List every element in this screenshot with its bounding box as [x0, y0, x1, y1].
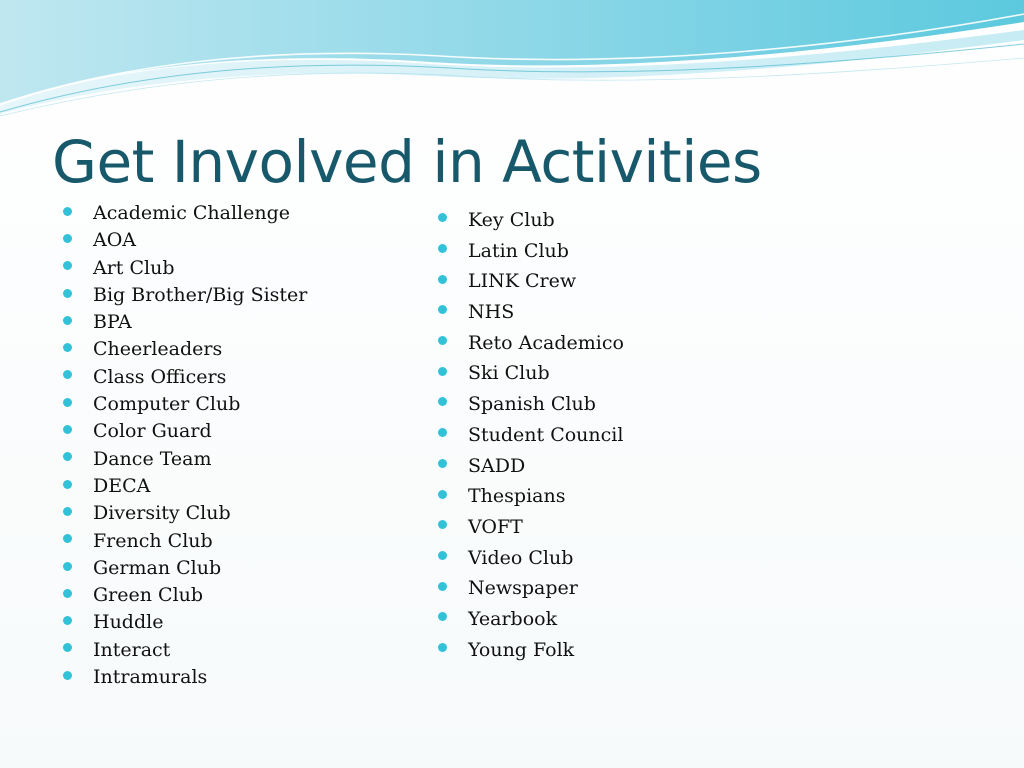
list-item-label: French Club	[93, 529, 213, 552]
list-item	[438, 512, 624, 543]
list-item	[63, 528, 307, 555]
list-item-label: BPA	[93, 311, 132, 334]
list-item-label: Interact	[93, 638, 171, 661]
bullet-icon	[438, 612, 447, 621]
list-item-label: SADD	[468, 454, 526, 477]
list-item	[63, 446, 307, 473]
list-item	[438, 266, 624, 297]
list-item	[63, 664, 307, 691]
list-item	[63, 364, 307, 391]
list-item	[63, 418, 307, 445]
bullet-icon	[63, 480, 72, 489]
bullet-icon	[63, 671, 72, 680]
list-item	[63, 555, 307, 582]
bullet-icon	[63, 261, 72, 270]
bullet-icon	[63, 289, 72, 298]
bullet-icon	[63, 316, 72, 325]
list-item	[438, 328, 624, 359]
bullet-icon	[438, 275, 447, 284]
list-item-label: Diversity Club	[93, 502, 231, 525]
list-item-label: Big Brother/Big Sister	[93, 283, 308, 306]
bullet-icon	[438, 520, 447, 529]
list-item-label: Intramurals	[93, 666, 208, 689]
bullet-icon	[63, 643, 72, 652]
bullet-icon	[438, 336, 447, 345]
list-item-label: Academic Challenge	[93, 202, 291, 224]
list-item	[63, 582, 307, 609]
list-item-label: NHS	[468, 301, 515, 324]
list-item	[438, 297, 624, 328]
list-item-label: Color Guard	[93, 420, 212, 443]
bullet-icon	[63, 425, 72, 434]
list-item-label: Student Council	[468, 423, 624, 446]
list-item-label: Newspaper	[468, 577, 578, 600]
bullet-icon	[438, 551, 447, 560]
list-item	[438, 236, 624, 267]
bullet-icon	[63, 562, 72, 571]
bullet-icon	[63, 589, 72, 598]
list-item-label: Huddle	[93, 611, 164, 634]
bullet-icon	[438, 582, 447, 591]
activities-list-left	[63, 200, 307, 691]
list-item	[63, 391, 307, 418]
list-item-label: Thespians	[468, 485, 566, 508]
list-item-label: German Club	[93, 556, 222, 579]
bullet-icon	[63, 234, 72, 243]
list-item-label: Key Club	[468, 209, 555, 231]
list-item	[63, 637, 307, 664]
list-item-label: Dance Team	[93, 447, 212, 470]
bullet-icon	[63, 398, 72, 407]
list-item	[438, 451, 624, 482]
list-item-label: Art Club	[93, 256, 175, 279]
list-item	[438, 635, 624, 666]
bullet-icon	[438, 397, 447, 406]
list-item-label: VOFT	[468, 515, 523, 538]
list-item	[63, 336, 307, 363]
bullet-icon	[438, 367, 447, 376]
bullet-icon	[63, 507, 72, 516]
list-item	[63, 255, 307, 282]
list-item	[438, 389, 624, 420]
list-item	[438, 420, 624, 451]
wave-header-decoration	[0, 0, 1024, 120]
bullet-icon	[63, 534, 72, 543]
page-title: Get Involved in Activities	[52, 128, 762, 196]
bullet-icon	[63, 616, 72, 625]
activities-list-right	[438, 205, 624, 665]
bullet-icon	[63, 207, 72, 216]
bullet-icon	[438, 643, 447, 652]
list-item-label: AOA	[93, 229, 137, 252]
list-item	[63, 500, 307, 527]
bullet-icon	[438, 490, 447, 499]
list-item	[438, 205, 624, 236]
list-item	[438, 604, 624, 635]
bullet-icon	[438, 305, 447, 314]
list-item-label: DECA	[93, 474, 151, 497]
list-item	[438, 573, 624, 604]
bullet-icon	[438, 213, 447, 222]
bullet-icon	[63, 343, 72, 352]
bullet-icon	[63, 370, 72, 379]
bullet-icon	[438, 244, 447, 253]
list-item	[63, 227, 307, 254]
list-item-label: Class Officers	[93, 365, 227, 388]
list-item-label: Spanish Club	[468, 393, 596, 416]
list-item	[438, 543, 624, 574]
list-item-label: Reto Academico	[468, 331, 624, 354]
list-item-label: Yearbook	[468, 607, 558, 630]
list-item-label: Cheerleaders	[93, 338, 223, 361]
list-item-label: Ski Club	[468, 362, 550, 385]
list-item	[63, 200, 307, 227]
bullet-icon	[438, 459, 447, 468]
list-item-label: Video Club	[468, 546, 574, 569]
list-item	[63, 282, 307, 309]
list-item	[438, 358, 624, 389]
bullet-icon	[63, 452, 72, 461]
list-item	[63, 309, 307, 336]
list-item-label: Computer Club	[93, 393, 241, 416]
list-item	[438, 481, 624, 512]
list-item-label: LINK Crew	[468, 270, 577, 293]
list-item	[63, 473, 307, 500]
bullet-icon	[438, 428, 447, 437]
list-item-label: Young Folk	[468, 638, 575, 661]
list-item-label: Latin Club	[468, 239, 569, 262]
list-item	[63, 609, 307, 636]
list-item-label: Green Club	[93, 584, 204, 607]
